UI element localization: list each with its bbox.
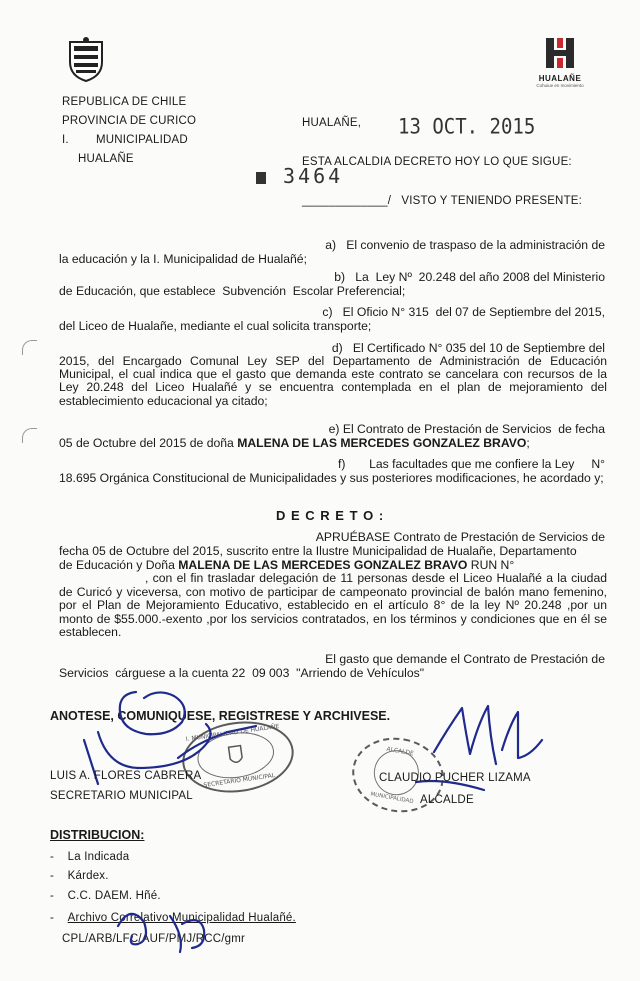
distribution-heading: DISTRIBUCION: xyxy=(50,828,145,842)
consideration-e-name: MALENA DE LAS MERCEDES GONZALEZ BRAVO xyxy=(237,436,527,450)
consideration-c-first: c) El Oficio N° 315 del 07 de Septiembre del 2015, xyxy=(322,305,605,319)
consideration-d-rest: 2015, del Encargado Comunal Ley SEP del Departamento de Administración de Educación Municipal, el cual indica que el gasto que demanda este contrato se cancelara con recursos de la Ley 20.248 del Liceo Hualañé y se encuentra contemplada en el plan de mejoramiento del establecimiento educacional ya citado; xyxy=(59,354,607,408)
decree-number: 3464 xyxy=(283,164,344,188)
consideration-b-rest: de Educación, que establece Subvención Escolar Preferencial; xyxy=(59,284,406,298)
mayor-name: CLAUDIO PUCHER LIZAMA xyxy=(379,772,531,784)
svg-text:I. MUNICIPALIDAD DE HUALAÑE: I. MUNICIPALIDAD DE HUALAÑE xyxy=(185,722,280,744)
decreto-line3-post: RUN N° xyxy=(467,558,515,572)
municipalidad-prefix: I. xyxy=(62,134,69,146)
place: HUALAÑE, xyxy=(302,117,362,129)
secretary-title: SECRETARIO MUNICIPAL xyxy=(50,790,193,802)
coat-of-arms-logo xyxy=(66,36,106,82)
consideration-b-first: b) La Ley Nº 20.248 del año 2008 del Ministerio xyxy=(334,270,605,284)
margin-mark-2 xyxy=(22,428,37,443)
distribution-item: - La Indicada xyxy=(50,851,130,863)
distribution-item-text: Kárdex. xyxy=(67,870,109,882)
consideration-a-first: a) El convenio de traspaso de la administración de xyxy=(325,238,605,252)
logo-name: HUALAÑE xyxy=(538,74,582,83)
secretary-name: LUIS A. FLORES CABRERA xyxy=(50,770,202,782)
hualane-h-icon xyxy=(543,38,577,68)
svg-text:MUNICIPALIDAD: MUNICIPALIDAD xyxy=(369,791,414,806)
consideration-e-pre: 05 de Octubre del 2015 de doña xyxy=(59,436,238,450)
decreto-line3-pre: de Educación y Doña xyxy=(59,558,179,572)
consideration-e-rest xyxy=(59,436,607,451)
svg-text:SECRETARIO MUNICIPAL: SECRETARIO MUNICIPAL xyxy=(203,772,276,790)
distribution-item-text: La Indicada xyxy=(67,851,130,863)
distribution-item-text: C.C. DAEM. Hñé. xyxy=(67,890,161,902)
decreto-rest xyxy=(59,572,607,640)
decreto-first: APRUÉBASE Contrato de Prestación de Servicios de xyxy=(315,530,605,544)
distribution-initials: CPL/ARB/LFC/AUF/PMJ/RCC/gmr xyxy=(62,933,246,945)
decreto-name: MALENA DE LAS MERCEDES GONZALEZ BRAVO xyxy=(178,558,468,572)
distribution-item-text: Archivo Correlativo Municipalidad Hualañé. xyxy=(67,912,296,924)
consideration-f-rest: 18.695 Orgánica Constitucional de Municipalidades y sus posteriores modificaciones, he acordado y; xyxy=(59,471,604,485)
gasto-first: El gasto que demande el Contrato de Prestación de xyxy=(325,652,605,666)
consideration-d-first: d) El Certificado N° 035 del 10 de Septiembre del xyxy=(331,341,605,355)
mayor-signature xyxy=(414,694,594,804)
mayor-title: ALCALDE xyxy=(420,794,474,806)
date-stamp: 13 OCT. 2015 xyxy=(398,114,536,140)
hualane-logo xyxy=(534,38,586,100)
provincia-line: PROVINCIA DE CURICO xyxy=(62,115,197,127)
distribution-item: - Archivo Correlativo Municipalidad Hualañé. xyxy=(50,912,296,924)
decree-intro: ESTA ALCALDIA DECRETO HOY LO QUE SIGUE: xyxy=(302,156,572,168)
municipalidad-line: MUNICIPALIDAD xyxy=(96,134,188,146)
decreto-line2: fecha 05 de Octubre del 2015, suscrito entre la Ilustre Municipalidad de Hualañe, Departamento xyxy=(59,544,577,558)
hualane-line: HUALAÑE xyxy=(78,153,134,165)
gasto-rest: Servicios cárguese a la cuenta 22 09 003 "Arriendo de Vehículos" xyxy=(59,666,425,680)
distribution-item: - C.C. DAEM. Hñé. xyxy=(50,890,161,902)
republica-line: REPUBLICA DE CHILE xyxy=(62,96,187,108)
consideration-e-first: e) El Contrato de Prestación de Servicios de fecha xyxy=(328,422,605,436)
stamp-mark xyxy=(256,172,266,184)
consideration-c-rest: del Liceo de Hualañe, mediante el cual solicita transporte; xyxy=(59,319,372,333)
visto-line: _____________/ VISTO Y TENIENDO PRESENTE: xyxy=(302,195,583,207)
consideration-a-rest: la educación y la I. Municipalidad de Hualañé; xyxy=(59,252,307,266)
decreto-rest-text: , con el fin trasladar delegación de 11 personas desde el Liceo Hualañé a la ciudad de Curicó y viceversa, con motivo de participar de campeonato provincial de balón mano femenino, por el Plan de Mejoramiento Educativo, establecido en el artículo 8° de la ley Nº 20.248 ,por un monto de $55.000.-exento ,por los servicios contratados, en los términos y condiciones que en él se establecen. xyxy=(59,571,607,640)
svg-text:ALCALDE: ALCALDE xyxy=(385,745,415,758)
closing-text: ANOTESE, COMUNIQUESE, REGISTRESE Y ARCHIVESE. xyxy=(50,709,391,723)
consideration-e-post: ; xyxy=(526,436,530,450)
margin-mark-1 xyxy=(22,340,37,355)
consideration-f-first: f) Las facultades que me confiere la Ley N° xyxy=(337,457,605,471)
initials-signature xyxy=(110,896,240,956)
logo-tagline: Cohuiue en movimiento xyxy=(536,83,584,88)
distribution-item: - Kárdex. xyxy=(50,870,109,882)
decreto-heading: D E C R E T O : xyxy=(276,508,385,523)
